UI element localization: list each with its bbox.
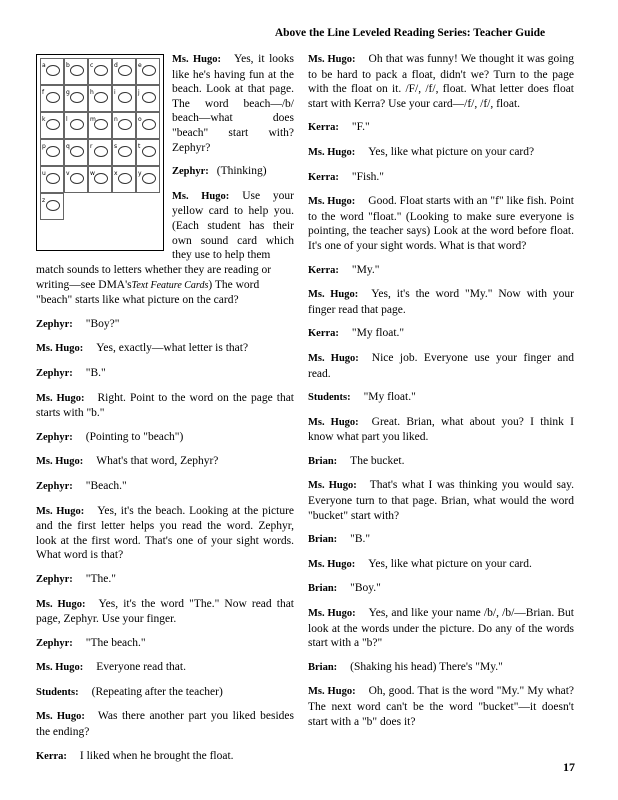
speaker-name: Ms. Hugo: xyxy=(36,711,85,723)
picture-icon xyxy=(70,92,84,103)
sound-card-letter: w xyxy=(90,170,95,177)
dialogue-text: "Boy." xyxy=(350,582,381,595)
dialogue-text: "The beach." xyxy=(85,636,146,649)
speaker-name: Zephyr: xyxy=(36,431,73,443)
dialogue-text: Right. Point to the word on the page that starts with "b." xyxy=(36,391,295,420)
sound-card-letter: v xyxy=(66,170,70,177)
left-top-text xyxy=(172,52,294,263)
picture-icon xyxy=(118,92,132,103)
dialogue-line xyxy=(172,164,294,180)
sound-card-cell xyxy=(64,85,88,112)
sound-card-letter: z xyxy=(42,197,46,204)
sound-card-cell xyxy=(88,166,112,193)
sound-card-letter: h xyxy=(90,89,94,96)
speaker-name: Ms. Hugo: xyxy=(36,505,85,517)
sound-card-cell xyxy=(112,166,136,193)
dialogue-line xyxy=(36,366,294,382)
dialogue-line xyxy=(308,581,574,597)
dialogue-line xyxy=(308,194,574,253)
sound-card-cell xyxy=(136,139,160,166)
dialogue-text: "Beach." xyxy=(85,479,127,492)
speaker-name: Ms. Hugo: xyxy=(308,686,356,698)
dialogue-text: Oh that was funny! We thought it was going to be hard to pack a float, didn't we? Turn to the page with the float on it. /F/, /f/, float. What letter does float start with Kerra? Use your card—/f/, /f/, float. xyxy=(308,53,574,110)
dialogue-line xyxy=(172,52,294,155)
sound-card-cell xyxy=(112,139,136,166)
picture-icon xyxy=(118,65,132,76)
dialogue-line xyxy=(308,660,574,676)
speaker-name: Ms. Hugo: xyxy=(308,289,359,301)
dialogue-text: (Shaking his head) There's "My." xyxy=(350,660,503,673)
dialogue-text: Great. Brian, what about you? I think I know what part you liked. xyxy=(308,415,574,444)
dialogue-line xyxy=(36,749,294,765)
picture-icon xyxy=(118,119,132,130)
dialogue-text: Yes, like what picture on your card? xyxy=(368,145,535,158)
dialogue-line xyxy=(36,430,294,446)
picture-icon xyxy=(70,119,84,130)
speaker-name: Kerra: xyxy=(36,750,67,762)
picture-icon xyxy=(46,146,60,157)
dialogue-text: Yes, and like your name /b/, /b/—Brian. But look at the words under the picture. Do any of the words start with a "b?" xyxy=(308,607,574,650)
dialogue-line xyxy=(308,351,574,381)
dialogue-text: (Thinking) xyxy=(216,165,267,178)
speaker-name: Brian: xyxy=(308,455,338,467)
picture-icon xyxy=(142,92,156,103)
speaker-name: Zephyr: xyxy=(36,318,73,330)
dialogue-text: ) The word "beach" starts like what picture on the card? xyxy=(36,278,260,307)
dialogue-text: Nice job. Everyone use your finger and read. xyxy=(308,351,574,380)
dialogue-text: Yes, it's the word "The." Now read that page, Zephyr. Use your finger. xyxy=(36,597,295,626)
sound-card-cell xyxy=(136,85,160,112)
sound-card-letter: f xyxy=(42,89,45,96)
dialogue-text: "Fish." xyxy=(351,170,384,183)
sound-card-cell xyxy=(88,112,112,139)
sound-card-cell xyxy=(40,193,64,220)
dialogue-text: (Repeating after the teacher) xyxy=(91,685,223,698)
picture-icon xyxy=(142,146,156,157)
speaker-name: Ms. Hugo: xyxy=(308,146,356,158)
dialogue-text: "My." xyxy=(351,263,380,276)
sound-card-cell xyxy=(136,166,160,193)
sound-card-letter: x xyxy=(114,170,118,177)
picture-icon xyxy=(46,173,60,184)
picture-icon xyxy=(142,173,156,184)
sound-card-cell xyxy=(64,112,88,139)
sound-card-letter: c xyxy=(90,62,94,69)
dialogue-text: "My float." xyxy=(351,327,405,340)
sound-card-empty-cell xyxy=(88,193,112,220)
dialogue-line xyxy=(36,317,294,333)
speaker-name: Brian: xyxy=(308,534,338,546)
sound-card-cell xyxy=(112,58,136,85)
speaker-name: Kerra: xyxy=(308,122,339,134)
sound-card-letter: l xyxy=(66,116,68,123)
picture-icon xyxy=(94,65,108,76)
sound-card-empty-cell xyxy=(136,220,160,247)
picture-icon xyxy=(46,92,60,103)
sound-card-letter: n xyxy=(114,116,118,123)
sound-card-cell xyxy=(40,112,64,139)
sound-card-empty-cell xyxy=(40,220,64,247)
dialogue-text: I liked when he brought the float. xyxy=(79,749,234,762)
dialogue-text: Oh, good. That is the word "My." My what? The next word can't be the word "bucket"—it doesn't start with a "b" does it? xyxy=(308,685,575,728)
dialogue-line xyxy=(36,479,294,495)
dialogue-text: That's what I was thinking you would say. Everyone turn to that page. Brian, what would the word "bucket" start with? xyxy=(308,479,575,522)
dialogue-line xyxy=(308,557,574,573)
left-column xyxy=(36,52,294,773)
picture-icon xyxy=(94,146,108,157)
speaker-name: Ms. Hugo: xyxy=(308,196,356,208)
sound-card-letter: q xyxy=(66,143,70,150)
sound-card-letter: y xyxy=(138,170,142,177)
dialogue-line xyxy=(308,170,574,186)
speaker-name: Ms. Hugo: xyxy=(308,608,356,620)
sound-card-cell xyxy=(64,58,88,85)
picture-icon xyxy=(70,65,84,76)
speaker-name: Ms. Hugo: xyxy=(36,456,84,468)
sound-card-cell xyxy=(112,85,136,112)
sound-card-cell xyxy=(88,58,112,85)
sound-card-empty-cell xyxy=(64,220,88,247)
dialogue-text: Yes, it's the beach. Looking at the picture and the first letter helps you read the word. Zephyr, look at the first word. That's one of your sight words. What word is that? xyxy=(36,504,295,562)
dialogue-line xyxy=(36,391,294,421)
speaker-name: Zephyr: xyxy=(172,166,209,178)
sound-card-cell xyxy=(88,139,112,166)
dialogue-line xyxy=(308,263,574,279)
sound-card-letter: e xyxy=(138,62,142,69)
dialogue-line xyxy=(36,685,294,701)
dialogue-line xyxy=(308,684,574,729)
speaker-name: Ms. Hugo: xyxy=(308,558,356,570)
sound-card-letter: a xyxy=(42,62,46,69)
dialogue-text: "Boy?" xyxy=(85,317,120,330)
dialogue-text: (Pointing to "beach") xyxy=(85,430,184,443)
page-header: Above the Line Leveled Reading Series: Teacher Guide xyxy=(274,27,546,39)
picture-icon xyxy=(46,65,60,76)
dialogue-text: Yes, it's the word "My." Now with your finger read that page. xyxy=(308,288,575,316)
dialogue-line xyxy=(308,390,574,406)
sound-card-cell xyxy=(40,85,64,112)
speaker-name: Zephyr: xyxy=(36,480,73,492)
dialogue-text: "The." xyxy=(85,572,116,585)
dialogue-line xyxy=(36,341,294,357)
sound-card-letter: i xyxy=(114,89,116,96)
dialogue-line xyxy=(308,120,574,136)
italic-reference: Text Feature Cards xyxy=(131,279,209,291)
dialogue-line xyxy=(308,478,574,523)
dialogue-text: "F." xyxy=(351,121,370,134)
right-dialogue-list xyxy=(308,52,574,729)
dialogue-text: What's that word, Zephyr? xyxy=(96,455,219,468)
speaker-name: Ms. Hugo: xyxy=(172,54,221,65)
sound-card-letter: p xyxy=(42,143,46,150)
sound-card-letter: r xyxy=(90,143,93,150)
sound-card-letter: b xyxy=(66,62,70,69)
sound-card-cell xyxy=(40,58,64,85)
dialogue-text: "B." xyxy=(350,533,371,546)
picture-icon xyxy=(94,119,108,130)
sound-card-letter: j xyxy=(138,89,140,96)
speaker-name: Ms. Hugo: xyxy=(36,392,85,404)
sound-card-cell xyxy=(64,139,88,166)
sound-card-letter: k xyxy=(42,116,46,123)
speaker-name: Students: xyxy=(36,686,79,698)
speaker-name: Kerra: xyxy=(308,328,339,340)
sound-card-cell xyxy=(112,112,136,139)
speaker-name: Ms. Hugo: xyxy=(172,190,230,202)
dialogue-line xyxy=(36,660,294,676)
sound-card-cell xyxy=(64,166,88,193)
sound-card-letter: o xyxy=(138,116,142,123)
dialogue-line xyxy=(36,709,294,739)
dialogue-line xyxy=(308,532,574,548)
picture-icon xyxy=(118,173,132,184)
dialogue-line xyxy=(308,606,574,651)
sound-card-cell xyxy=(40,166,64,193)
dialogue-text: "B." xyxy=(85,366,106,379)
dialogue-line xyxy=(36,504,294,563)
sound-card-empty-cell xyxy=(88,220,112,247)
sound-card-cell xyxy=(88,85,112,112)
left-dialogue-list xyxy=(36,317,294,764)
speaker-name: Ms. Hugo: xyxy=(308,352,359,364)
picture-icon xyxy=(70,173,84,184)
dialogue-text: Yes, like what picture on your card. xyxy=(368,557,532,570)
speaker-name: Zephyr: xyxy=(36,367,73,379)
dialogue-line xyxy=(172,189,294,263)
dialogue-line xyxy=(308,145,574,161)
speaker-name: Zephyr: xyxy=(36,573,73,585)
sound-card-empty-cell xyxy=(136,193,160,220)
speaker-name: Ms. Hugo: xyxy=(308,54,356,65)
picture-icon xyxy=(94,92,108,103)
speaker-name: Kerra: xyxy=(308,264,339,276)
dialogue-line xyxy=(36,572,294,588)
sound-card-letter: s xyxy=(114,143,118,150)
dialogue-text: Yes, exactly—what letter is that? xyxy=(96,342,249,355)
sound-card-letter: m xyxy=(90,116,96,123)
dialogue-line xyxy=(36,454,294,470)
speaker-name: Ms. Hugo: xyxy=(36,598,86,610)
picture-icon xyxy=(142,119,156,130)
dialogue-line xyxy=(308,326,574,342)
speaker-name: Brian: xyxy=(308,583,338,595)
picture-icon xyxy=(46,200,60,211)
dialogue-line xyxy=(308,52,574,111)
dialogue-text: Everyone read that. xyxy=(96,661,186,674)
speaker-name: Zephyr: xyxy=(36,637,73,649)
page-number: 17 xyxy=(563,760,575,774)
dialogue-line xyxy=(308,454,574,470)
sound-card-cell xyxy=(136,112,160,139)
sound-card-empty-cell xyxy=(112,193,136,220)
sound-card-image xyxy=(36,54,164,251)
picture-icon xyxy=(118,146,132,157)
picture-icon xyxy=(70,146,84,157)
speaker-name: Ms. Hugo: xyxy=(308,480,357,492)
dialogue-line xyxy=(36,597,294,627)
sound-card-empty-cell xyxy=(64,193,88,220)
dialogue-line xyxy=(36,636,294,652)
picture-icon xyxy=(142,65,156,76)
sound-card-empty-cell xyxy=(112,220,136,247)
dialogue-text: Yes, it looks like he's having fun at the beach. Look at that page. The word beach—/b/ beach—what does "beach" start with? Zephyr? xyxy=(172,53,295,154)
speaker-name: Brian: xyxy=(308,661,338,673)
sound-card-grid xyxy=(40,58,160,247)
dialogue-text: "My float." xyxy=(363,391,416,404)
sound-card-letter: t xyxy=(138,143,141,150)
picture-icon xyxy=(94,173,108,184)
sound-card-letter: d xyxy=(114,62,118,69)
dialogue-text: Use your yellow card to help you. (Each student has their own sound card which they use to help them xyxy=(172,189,294,262)
speaker-name: Kerra: xyxy=(308,171,339,183)
left-top-area xyxy=(36,52,294,267)
sound-card-letter: g xyxy=(66,89,70,96)
sound-card-cell xyxy=(40,139,64,166)
speaker-name: Students: xyxy=(308,392,351,404)
dialogue-text: match sounds to letters whether they are reading or writing—see DMA's xyxy=(36,264,272,291)
dialogue-text: Was there another part you liked besides the ending? xyxy=(36,710,294,739)
dialogue-text: Good. Float starts with an "f" like fish. Point to the word "float." (Looking to make sure everyone is pointing, the teacher says) Look at the word before float. It's one of your sight words. What is that word? xyxy=(308,195,574,252)
sound-card-cell xyxy=(136,58,160,85)
dialogue-line xyxy=(308,415,574,445)
speaker-name: Ms. Hugo: xyxy=(308,416,359,428)
speaker-name: Ms. Hugo: xyxy=(36,343,84,355)
sound-card-letter: u xyxy=(42,170,46,177)
right-column xyxy=(308,52,574,738)
picture-icon xyxy=(46,119,60,130)
dialogue-text: The bucket. xyxy=(350,454,405,467)
dialogue-continuation xyxy=(36,263,294,308)
speaker-name: Ms. Hugo: xyxy=(36,662,84,674)
dialogue-line xyxy=(308,287,574,317)
